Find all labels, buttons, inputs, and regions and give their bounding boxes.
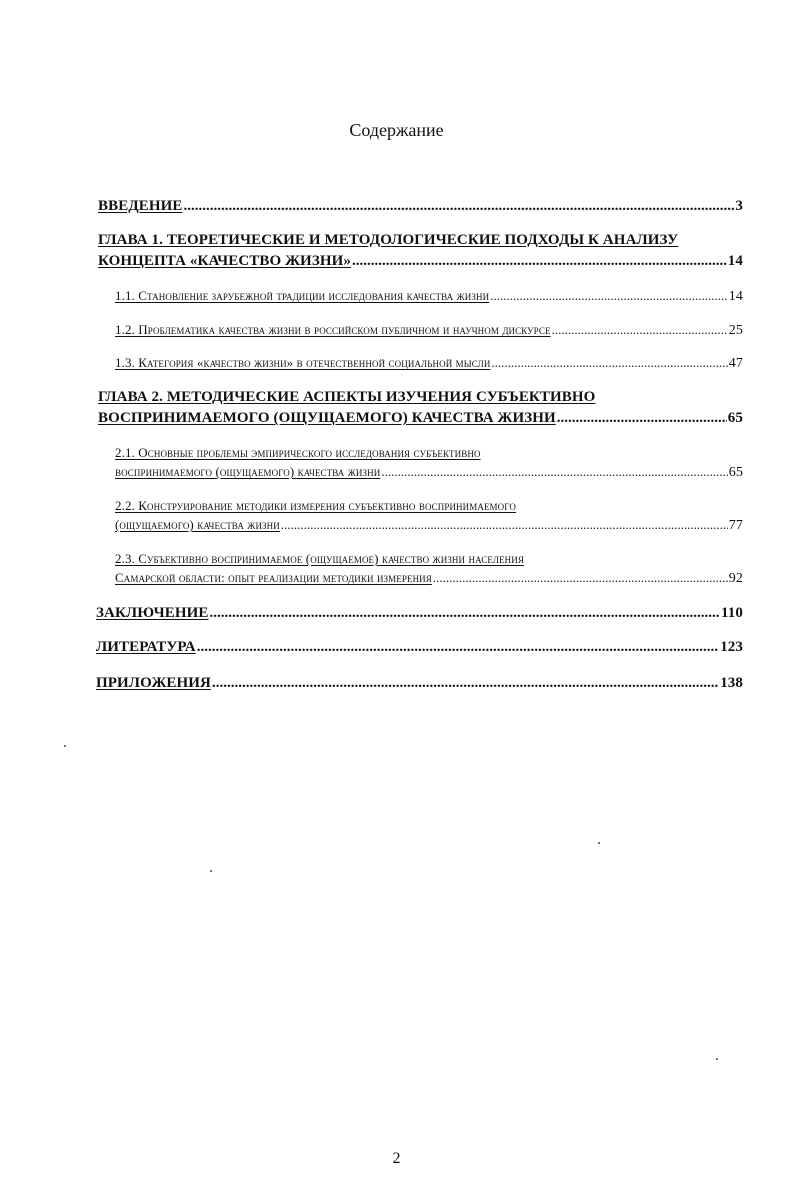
toc-entry-2-3[interactable]: [115, 570, 743, 587]
toc-entry-conclusion[interactable]: [96, 605, 743, 622]
toc-page: 110: [721, 605, 743, 621]
dot-leader: [491, 355, 727, 371]
toc-page: 25: [728, 323, 743, 338]
toc-page: 123: [720, 639, 743, 655]
toc-entry-2-1[interactable]: [115, 464, 743, 481]
dot-leader: [490, 288, 728, 304]
toc-label: ПРИЛОЖЕНИЯ: [96, 675, 211, 691]
toc-label: ЛИТЕРАТУРА: [96, 639, 196, 655]
toc-label: 1.3. Категория «качество жизни» в отечественной социальной мысли: [115, 355, 491, 370]
toc-page: 92: [728, 571, 743, 586]
toc-entry-2-1-line1[interactable]: 2.1. Основные проблемы эмпирического исследования субъективно: [115, 445, 481, 460]
toc-page: 47: [728, 356, 743, 371]
toc-page: 65: [728, 465, 743, 480]
dot-leader: [197, 639, 719, 656]
toc-entry-2-2-line1[interactable]: 2.2. Конструирование методики измерения субъективно воспринимаемого: [115, 498, 516, 513]
toc-label: ВВЕДЕНИЕ: [98, 198, 183, 214]
scan-speck: [598, 842, 600, 844]
toc-page: 138: [720, 675, 743, 691]
toc-entry-chapter2[interactable]: [98, 410, 743, 427]
toc-label: ЗАКЛЮЧЕНИЕ: [96, 605, 209, 621]
toc-entry-appendices[interactable]: [96, 675, 743, 692]
toc-entry-2-2[interactable]: [115, 517, 743, 534]
toc-label: Самарской области: опыт реализации методики измерения: [115, 570, 432, 585]
dot-leader: [183, 198, 734, 215]
toc-page: 14: [727, 253, 743, 269]
toc-entry-literature[interactable]: [96, 639, 743, 656]
toc-label: (ощущаемого) качества жизни: [115, 517, 280, 532]
dot-leader: [352, 253, 727, 270]
toc-chapter1-line1[interactable]: ГЛАВА 1. ТЕОРЕТИЧЕСКИЕ И МЕТОДОЛОГИЧЕСКИЕ ПОДХОДЫ К АНАЛИЗУ: [98, 232, 679, 248]
toc-entry-chapter1[interactable]: [98, 253, 743, 270]
toc-entry-1-1[interactable]: [115, 288, 743, 305]
toc-entry-intro[interactable]: [98, 198, 743, 215]
dot-leader: [433, 570, 728, 586]
toc-label: ВОСПРИНИМАЕМОГО (ОЩУЩАЕМОГО) КАЧЕСТВА ЖИЗНИ: [98, 410, 556, 426]
toc-label: КОНЦЕПТА «КАЧЕСТВО ЖИЗНИ»: [98, 253, 351, 269]
toc-entry-2-3-line1[interactable]: 2.3. Субъективно воспринимаемое (ощущаемое) качество жизни населения: [115, 551, 524, 566]
toc-label: 1.1. Становление зарубежной традиции исследования качества жизни: [115, 288, 490, 303]
scan-speck: [64, 745, 66, 747]
scan-speck: [210, 870, 212, 872]
dot-leader: [552, 322, 728, 338]
page-number: 2: [392, 1150, 401, 1167]
toc-page: 65: [727, 410, 743, 426]
toc-entry-1-2[interactable]: [115, 322, 743, 339]
toc-page: 3: [735, 198, 743, 214]
dot-leader: [281, 517, 728, 533]
toc-label: воспринимаемого (ощущаемого) качества жизни: [115, 464, 381, 479]
dot-leader: [381, 464, 727, 480]
scan-speck: [716, 1058, 718, 1060]
toc-page: 77: [728, 518, 743, 533]
toc-entry-1-3[interactable]: [115, 355, 743, 372]
dot-leader: [209, 605, 720, 622]
dot-leader: [557, 410, 727, 427]
page-title: Содержание: [349, 120, 444, 140]
toc-label: 1.2. Проблематика качества жизни в российском публичном и научном дискурсе: [115, 322, 551, 337]
dot-leader: [212, 675, 719, 692]
toc-page: 14: [728, 289, 743, 304]
toc-chapter2-line1[interactable]: ГЛАВА 2. МЕТОДИЧЕСКИЕ АСПЕКТЫ ИЗУЧЕНИЯ СУБЪЕКТИВНО: [98, 389, 596, 405]
